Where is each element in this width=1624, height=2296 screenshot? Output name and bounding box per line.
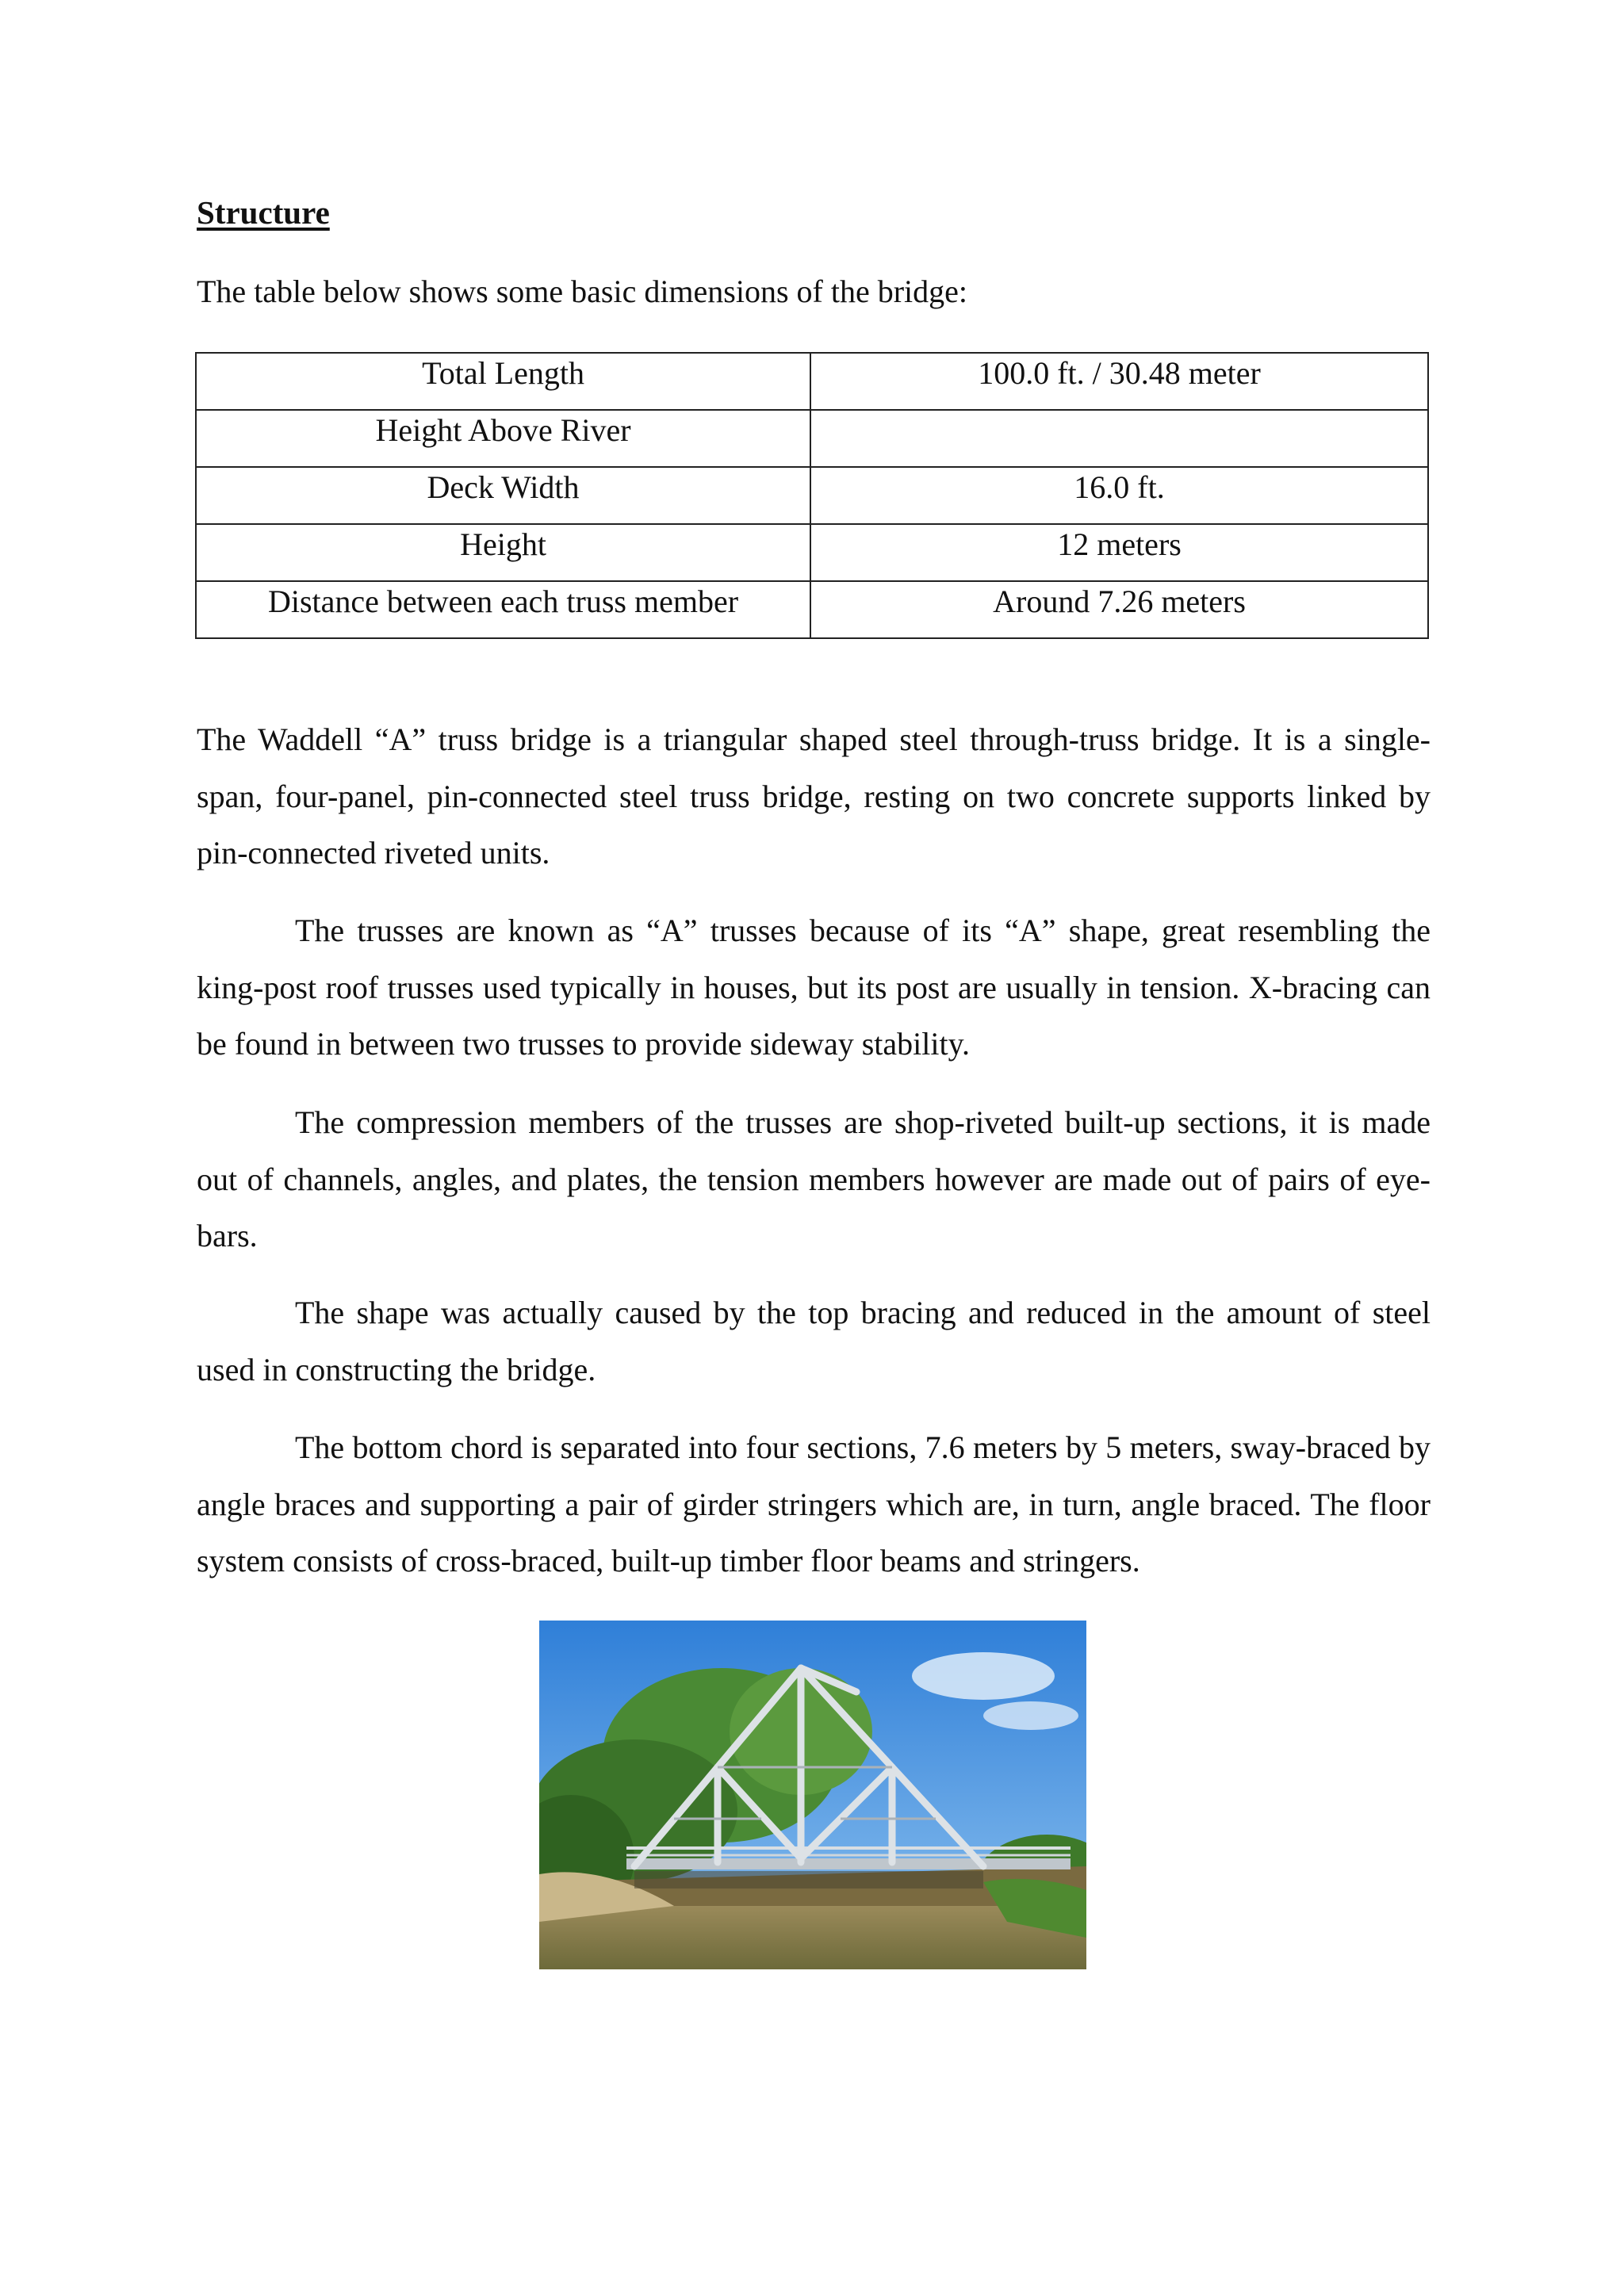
table-intro-text: The table below shows some basic dimensions of the bridge: [197, 274, 968, 309]
table-row [196, 581, 1428, 638]
paragraph-overview: The Waddell “A” truss bridge is a triangular shaped steel through-truss bridge. It is a single-span, four-panel, pin-connected steel truss bridge, resting on two concrete supports linked by pin-connected riveted units. [197, 721, 1431, 871]
dimension-label: Height Above River [196, 410, 810, 467]
paragraph-shape: The shape was actually caused by the top bracing and reduced in the amount of steel used in constructing the bridge. [197, 1295, 1431, 1387]
dimension-label: Deck Width [196, 467, 810, 524]
table-row [196, 524, 1428, 581]
dimension-value: 100.0 ft. / 30.48 meter [810, 353, 1428, 410]
dimension-label: Distance between each truss member [196, 581, 810, 638]
dimension-value: Around 7.26 meters [810, 581, 1428, 638]
dimension-value: 12 meters [810, 524, 1428, 581]
dimension-label: Height [196, 524, 810, 581]
dimension-label: Total Length [196, 353, 810, 410]
paragraph-bottom-chord: The bottom chord is separated into four sections, 7.6 meters by 5 meters, sway-braced by angle braces and supporting a pair of girder stringers which are, in turn, angle braced. The floor system consists of cross-braced, built-up timber floor beams and stringers. [197, 1429, 1431, 1578]
paragraph-a-truss: The trusses are known as “A” trusses because of its “A” shape, great resembling the king-post roof trusses used typically in houses, but its post are usually in tension. X-bracing can be found in between two trusses to provide sideway stability. [197, 913, 1431, 1062]
table-row [196, 353, 1428, 410]
bridge-photo [539, 1621, 1086, 1969]
section-heading: Structure [197, 194, 330, 231]
dimension-value: 16.0 ft. [810, 467, 1428, 524]
table-row [196, 410, 1428, 467]
paragraph-members: The compression members of the trusses are shop-riveted built-up sections, it is made out of channels, angles, and plates, the tension members however are made out of pairs of eye-bars. [197, 1104, 1431, 1253]
dimension-value [810, 410, 1428, 467]
dimensions-table [195, 352, 1429, 639]
table-row [196, 467, 1428, 524]
